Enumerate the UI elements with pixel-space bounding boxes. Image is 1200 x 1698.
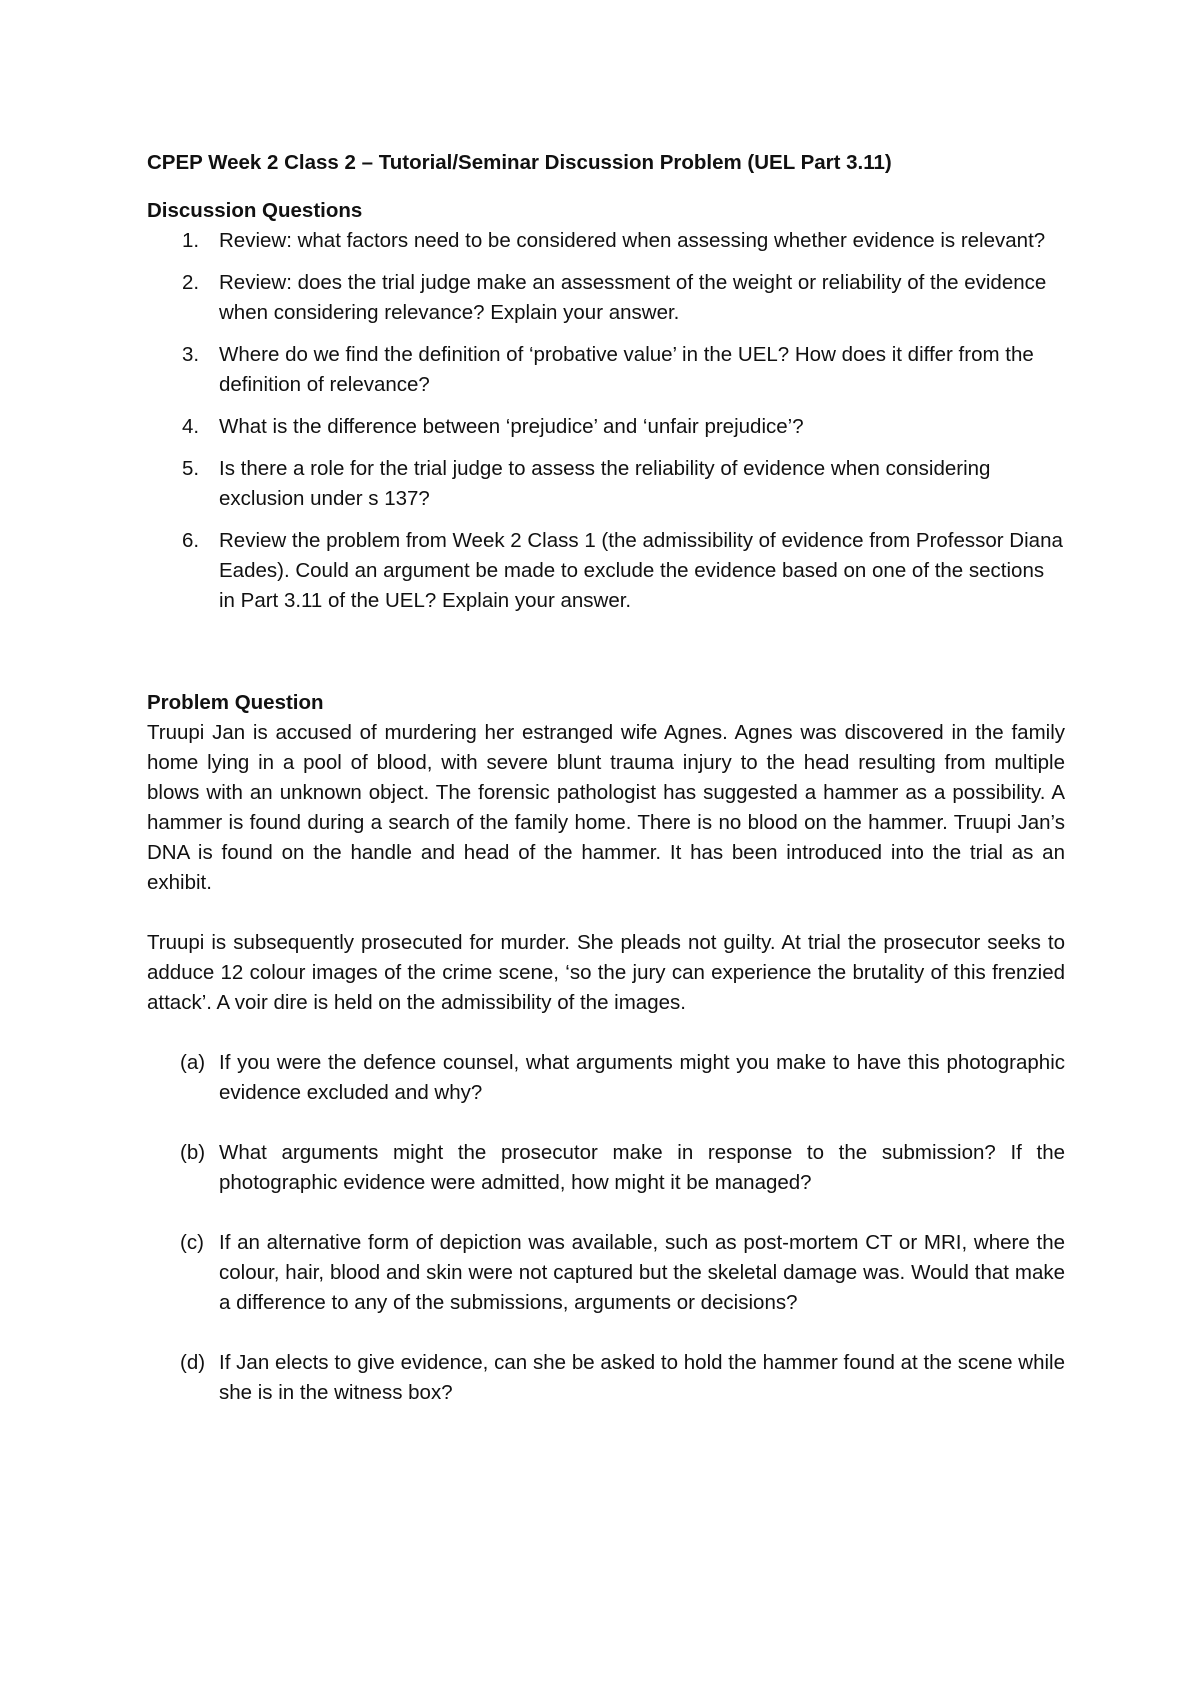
list-item (147, 1228, 1065, 1318)
discussion-questions-list (147, 226, 1065, 616)
problem-paragraph-facts: Truupi Jan is accused of murdering her estranged wife Agnes. Agnes was discovered in the family home lying in a pool of blood, with severe blunt trauma injury to the head resulting from multiple blows with an unknown object. The forensic pathologist has suggested a hammer as a possibility. A hammer is found during a search of the family home. There is no blood on the hammer. Truupi Jan’s DNA is found on the handle and head of the hammer. It has been introduced into the trial as an exhibit. (147, 721, 1065, 894)
list-item (147, 1348, 1065, 1408)
problem-heading: Problem Question (147, 691, 324, 714)
question-text: Is there a role for the trial judge to assess the reliability of evidence when considering exclusion under s 137? (219, 457, 991, 510)
part-text: If you were the defence counsel, what arguments might you make to have this photographic evidence excluded and why? (219, 1051, 1065, 1104)
question-number: 5. (182, 457, 200, 480)
discussion-section (147, 196, 1065, 616)
list-item (147, 454, 1065, 514)
list-item (147, 526, 1065, 616)
list-item (147, 340, 1065, 400)
question-number: 2. (182, 271, 200, 294)
question-number: 6. (182, 529, 200, 552)
list-item (147, 412, 1065, 442)
part-text: If Jan elects to give evidence, can she be asked to hold the hammer found at the scene while she is in the witness box? (219, 1351, 1065, 1404)
question-number: 4. (182, 415, 200, 438)
list-item (147, 1048, 1065, 1108)
list-item (147, 1138, 1065, 1198)
document-page (147, 148, 1065, 1438)
question-number: 1. (182, 229, 200, 252)
part-letter: (d) (180, 1351, 206, 1374)
question-number: 3. (182, 343, 200, 366)
question-text: Where do we find the definition of ‘probative value’ in the UEL? How does it differ from the definition of relevance? (219, 343, 1034, 396)
list-item (147, 226, 1065, 256)
question-text: Review: what factors need to be considered when assessing whether evidence is relevant? (219, 229, 1046, 252)
part-text: If an alternative form of depiction was available, such as post-mortem CT or MRI, where the colour, hair, blood and skin were not captured but the skeletal damage was. Would that make a difference to any of the submissions, arguments or decisions? (219, 1231, 1065, 1314)
problem-parts-list (147, 1048, 1065, 1408)
problem-section (147, 688, 1065, 1408)
question-text: Review the problem from Week 2 Class 1 (the admissibility of evidence from Professor Diana Eades). Could an argument be made to exclude the evidence based on one of the sections in Part 3.11 of the UEL? Explain your answer. (219, 529, 1063, 612)
problem-paragraph-trial: Truupi is subsequently prosecuted for murder. She pleads not guilty. At trial the prosecutor seeks to adduce 12 colour images of the crime scene, ‘so the jury can experience the brutality of this frenzied attack’. A voir dire is held on the admissibility of the images. (147, 931, 1065, 1014)
part-letter: (b) (180, 1141, 206, 1164)
discussion-heading: Discussion Questions (147, 199, 363, 222)
part-letter: (a) (180, 1051, 206, 1074)
part-text: What arguments might the prosecutor make in response to the submission? If the photographic evidence were admitted, how might it be managed? (219, 1141, 1065, 1194)
question-text: Review: does the trial judge make an assessment of the weight or reliability of the evidence when considering relevance? Explain your answer. (219, 271, 1047, 324)
list-item (147, 268, 1065, 328)
document-title: CPEP Week 2 Class 2 – Tutorial/Seminar Discussion Problem (UEL Part 3.11) (147, 151, 892, 174)
part-letter: (c) (180, 1231, 204, 1254)
question-text: What is the difference between ‘prejudice’ and ‘unfair prejudice’? (219, 415, 804, 438)
